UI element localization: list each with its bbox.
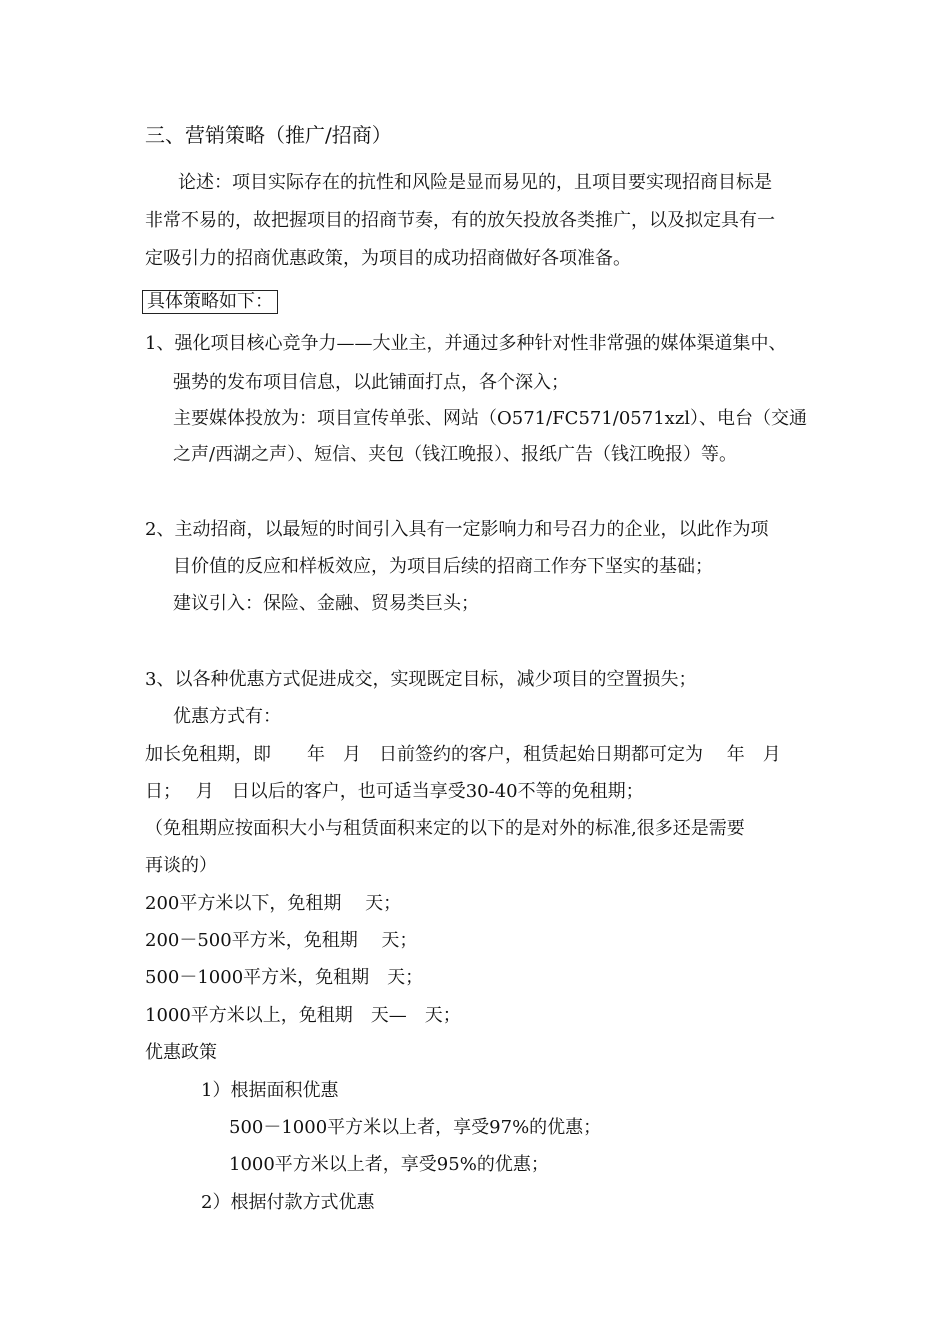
item3-line-1: 3、以各种优惠方式促进成交，实现既定目标，减少项目的空置损失；: [145, 669, 697, 690]
section-title: 三、营销策略（推广/招商）: [145, 123, 392, 147]
policy-sub1-line-1: 500－1000平方米以上者，享受97%的优惠；: [229, 1117, 602, 1138]
item3-line-5: （免租期应按面积大小与租赁面积来定的以下的是对外的标准,很多还是需要: [145, 818, 745, 839]
item1-line-4: 之声/西湖之声）、短信、夹包（钱江晚报）、报纸广告（钱江晚报）等。: [173, 444, 738, 465]
strategy-box: 具体策略如下：: [142, 290, 278, 314]
policy-title: 优惠政策: [145, 1042, 217, 1063]
item2-line-1: 2、主动招商，以最短的时间引入具有一定影响力和号召力的企业，以此作为项: [145, 519, 769, 540]
item3-line-2: 优惠方式有：: [173, 706, 281, 727]
item3-line-6: 再谈的）: [145, 855, 217, 876]
item1-line-2: 强势的发布项目信息，以此铺面打点，各个深入；: [173, 372, 569, 393]
policy-sub1-title: 1）根据面积优惠: [201, 1080, 339, 1101]
rent-free-tier-4: 1000平方米以上，免租期 天— 天；: [145, 1005, 461, 1026]
item2-line-3: 建议引入：保险、金融、贸易类巨头；: [173, 593, 479, 614]
rent-free-tier-3: 500－1000平方米，免租期 天；: [145, 967, 424, 988]
rent-free-tier-1: 200平方米以下，免租期 天；: [145, 893, 402, 914]
item3-line-4: 日； 月 日以后的客户，也可适当享受30-40不等的免租期；: [145, 781, 644, 802]
rent-free-tier-2: 200－500平方米，免租期 天；: [145, 930, 418, 951]
intro-line-1: 论述：项目实际存在的抗性和风险是显而易见的，且项目要实现招商目标是: [178, 172, 772, 193]
policy-sub2-title: 2）根据付款方式优惠: [201, 1192, 375, 1213]
intro-line-3: 定吸引力的招商优惠政策，为项目的成功招商做好各项准备。: [145, 248, 631, 269]
item2-line-2: 目价值的反应和样板效应，为项目后续的招商工作夯下坚实的基础；: [173, 556, 713, 577]
item1-line-3: 主要媒体投放为：项目宣传单张、网站（O571/FC571/0571xzl）、电台（交通: [173, 408, 808, 429]
item1-line-1: 1、强化项目核心竞争力——大业主，并通过多种针对性非常强的媒体渠道集中、: [145, 333, 787, 354]
intro-line-2: 非常不易的，故把握项目的招商节奏，有的放矢投放各类推广，以及拟定具有一: [145, 210, 775, 231]
item3-line-3: 加长免租期，即 年 月 日前签约的客户，租赁起始日期都可定为 年 月: [145, 744, 781, 765]
policy-sub1-line-2: 1000平方米以上者，享受95%的优惠；: [229, 1154, 549, 1175]
